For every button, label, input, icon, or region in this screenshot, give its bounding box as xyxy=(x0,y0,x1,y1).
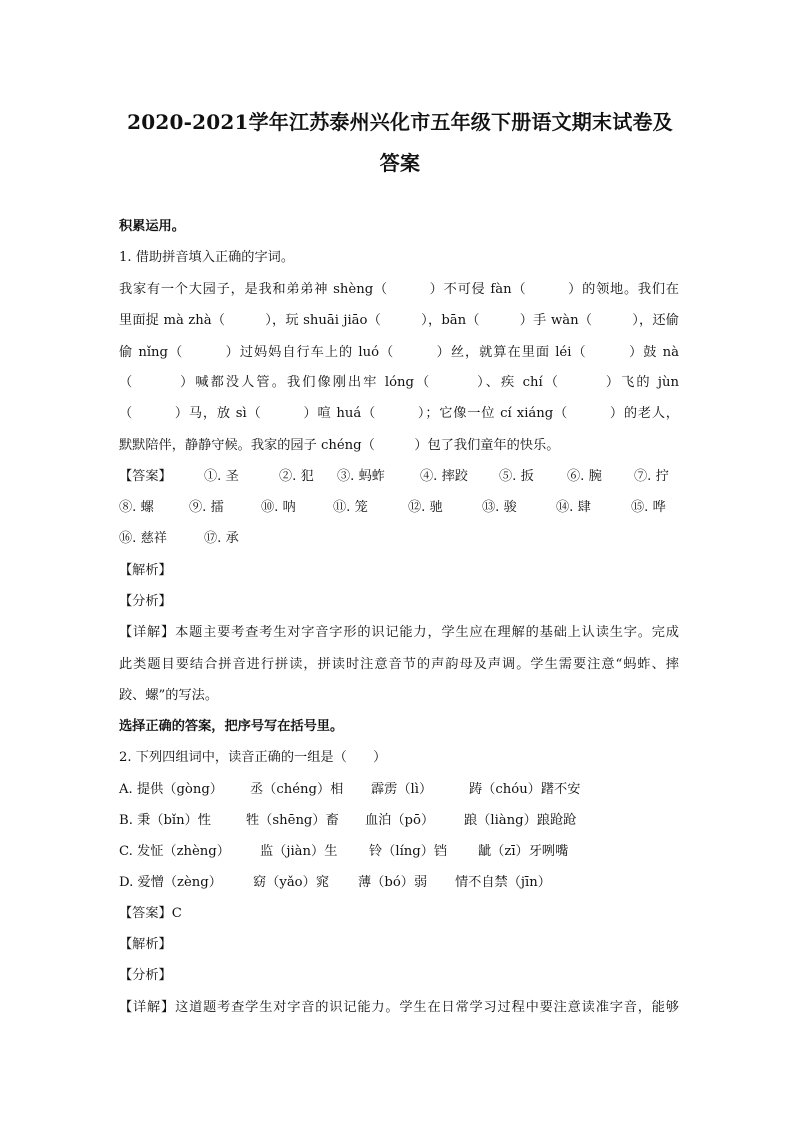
answer-item: ⑯. 慈祥 xyxy=(119,531,167,546)
answer-item: ⑫. 驰 xyxy=(408,500,443,515)
option-word: 踉（liàng）踉跄跄 xyxy=(464,813,577,828)
answer-item: ⑧. 螺 xyxy=(119,500,154,515)
option-word: 丞（chéng）相 xyxy=(250,782,344,797)
answer-item: ⑬. 骏 xyxy=(482,500,517,515)
question-1-text-line: 我家有一个大园子，是我和弟弟神 shèng（ ）不可侵 fàn（ ）的领地。我们在 xyxy=(119,282,679,297)
detail-text-line: 跤、螺”的写法。 xyxy=(119,688,219,703)
detail-text-line-2: 【详解】这道题考查学生对字音的识记能力。学生在日常学习过程中要注意读准字音，能够 xyxy=(119,1000,679,1015)
analysis-label-2: 【解析】 xyxy=(119,937,172,952)
title-line-1: 2020-2021学年江苏泰州兴化市五年级下册语文期末试卷及 xyxy=(127,110,673,134)
analysis-label: 【解析】 xyxy=(119,563,172,578)
question-1: 1. 借助拼音填入正确的字词。 xyxy=(119,250,295,265)
answer-item: ⑮. 哗 xyxy=(631,500,666,515)
answer-item: ⑩. 呐 xyxy=(261,500,296,515)
analysis-sub-label: 【分析】 xyxy=(119,594,172,609)
option-word: 监（jiàn）生 xyxy=(260,844,338,859)
answer-item: ②. 犯 xyxy=(279,469,314,484)
option-word: C. 发怔（zhèng） xyxy=(119,844,230,859)
question-1-text-line: 偷 nǐng（ ）过妈妈自行车上的 luó（ ）丝，就算在里面 léi（ ）鼓 nà xyxy=(119,345,679,360)
answer-label-2: 【答案】C xyxy=(119,906,182,921)
answer-item: ⑥. 腕 xyxy=(567,469,602,484)
option-word: 铃（líng）铛 xyxy=(369,844,448,859)
document-title xyxy=(100,102,700,184)
option-word: B. 秉（bǐn）性 xyxy=(119,813,211,828)
question-1-text-line: （ ）马，放 sì（ ）喧 huá（ ）；它像一位 cí xiáng（ ）的老人， xyxy=(119,406,679,421)
analysis-sub-label-2: 【分析】 xyxy=(119,968,172,983)
option-word: 血泊（pō） xyxy=(365,813,435,828)
detail-text-line: 【详解】本题主要考查考生对字音字形的识记能力，学生应在理解的基础上认读生字。完成 xyxy=(119,625,679,640)
answer-item: ③. 蚂蚱 xyxy=(337,469,385,484)
option-word: 踌（chóu）躇不安 xyxy=(469,782,581,797)
question-1-text-line: 里面捉 mà zhà（ ），玩 shuāi jiāo（ ），bān（ ）手 wàn（ ），还偷 xyxy=(119,313,679,328)
option-word: A. 提供（gòng） xyxy=(119,782,223,797)
option-word: 薄（bó）弱 xyxy=(358,875,428,890)
question-1-text-line: 默默陪伴，静静守候。我家的园子 chéng（ ）包了我们童年的快乐。 xyxy=(119,438,560,453)
option-word: 龇（zī）牙咧嘴 xyxy=(478,844,569,859)
answer-item: ④. 摔跤 xyxy=(420,469,468,484)
answer-item: ⑪. 笼 xyxy=(333,500,368,515)
answer-item: ⑰. 承 xyxy=(204,531,239,546)
answer-label: 【答案】 xyxy=(119,469,172,484)
option-word: 霹雳（lì） xyxy=(371,782,433,797)
answer-item: ⑭. 肆 xyxy=(556,500,591,515)
option-word: 窈（yǎo）窕 xyxy=(253,875,330,890)
option-word: 情不自禁（jīn） xyxy=(455,875,551,890)
title-line-2: 答案 xyxy=(379,151,421,175)
section-heading-1: 积累运用。 xyxy=(119,219,185,234)
option-word: 牲（shēng）畜 xyxy=(246,813,339,828)
question-1-text-line: （ ）喊都没人管。我们像刚出牢 lóng（ ）、疾 chí（ ）飞的 jùn xyxy=(119,375,679,390)
question-2: 2. 下列四组词中，读音正确的一组是（ ） xyxy=(119,750,387,765)
answer-item: ⑦. 拧 xyxy=(634,469,669,484)
option-word: D. 爱憎（zèng） xyxy=(119,875,222,890)
answer-item: ①. 圣 xyxy=(204,469,239,484)
detail-text-line: 此类题目要结合拼音进行拼读，拼读时注意音节的声韵母及声调。学生需要注意“蚂蚱、摔 xyxy=(119,657,679,672)
section-heading-2: 选择正确的答案，把序号写在括号里。 xyxy=(119,719,344,734)
answer-item: ⑨. 擂 xyxy=(189,500,224,515)
answer-item: ⑤. 扳 xyxy=(499,469,534,484)
